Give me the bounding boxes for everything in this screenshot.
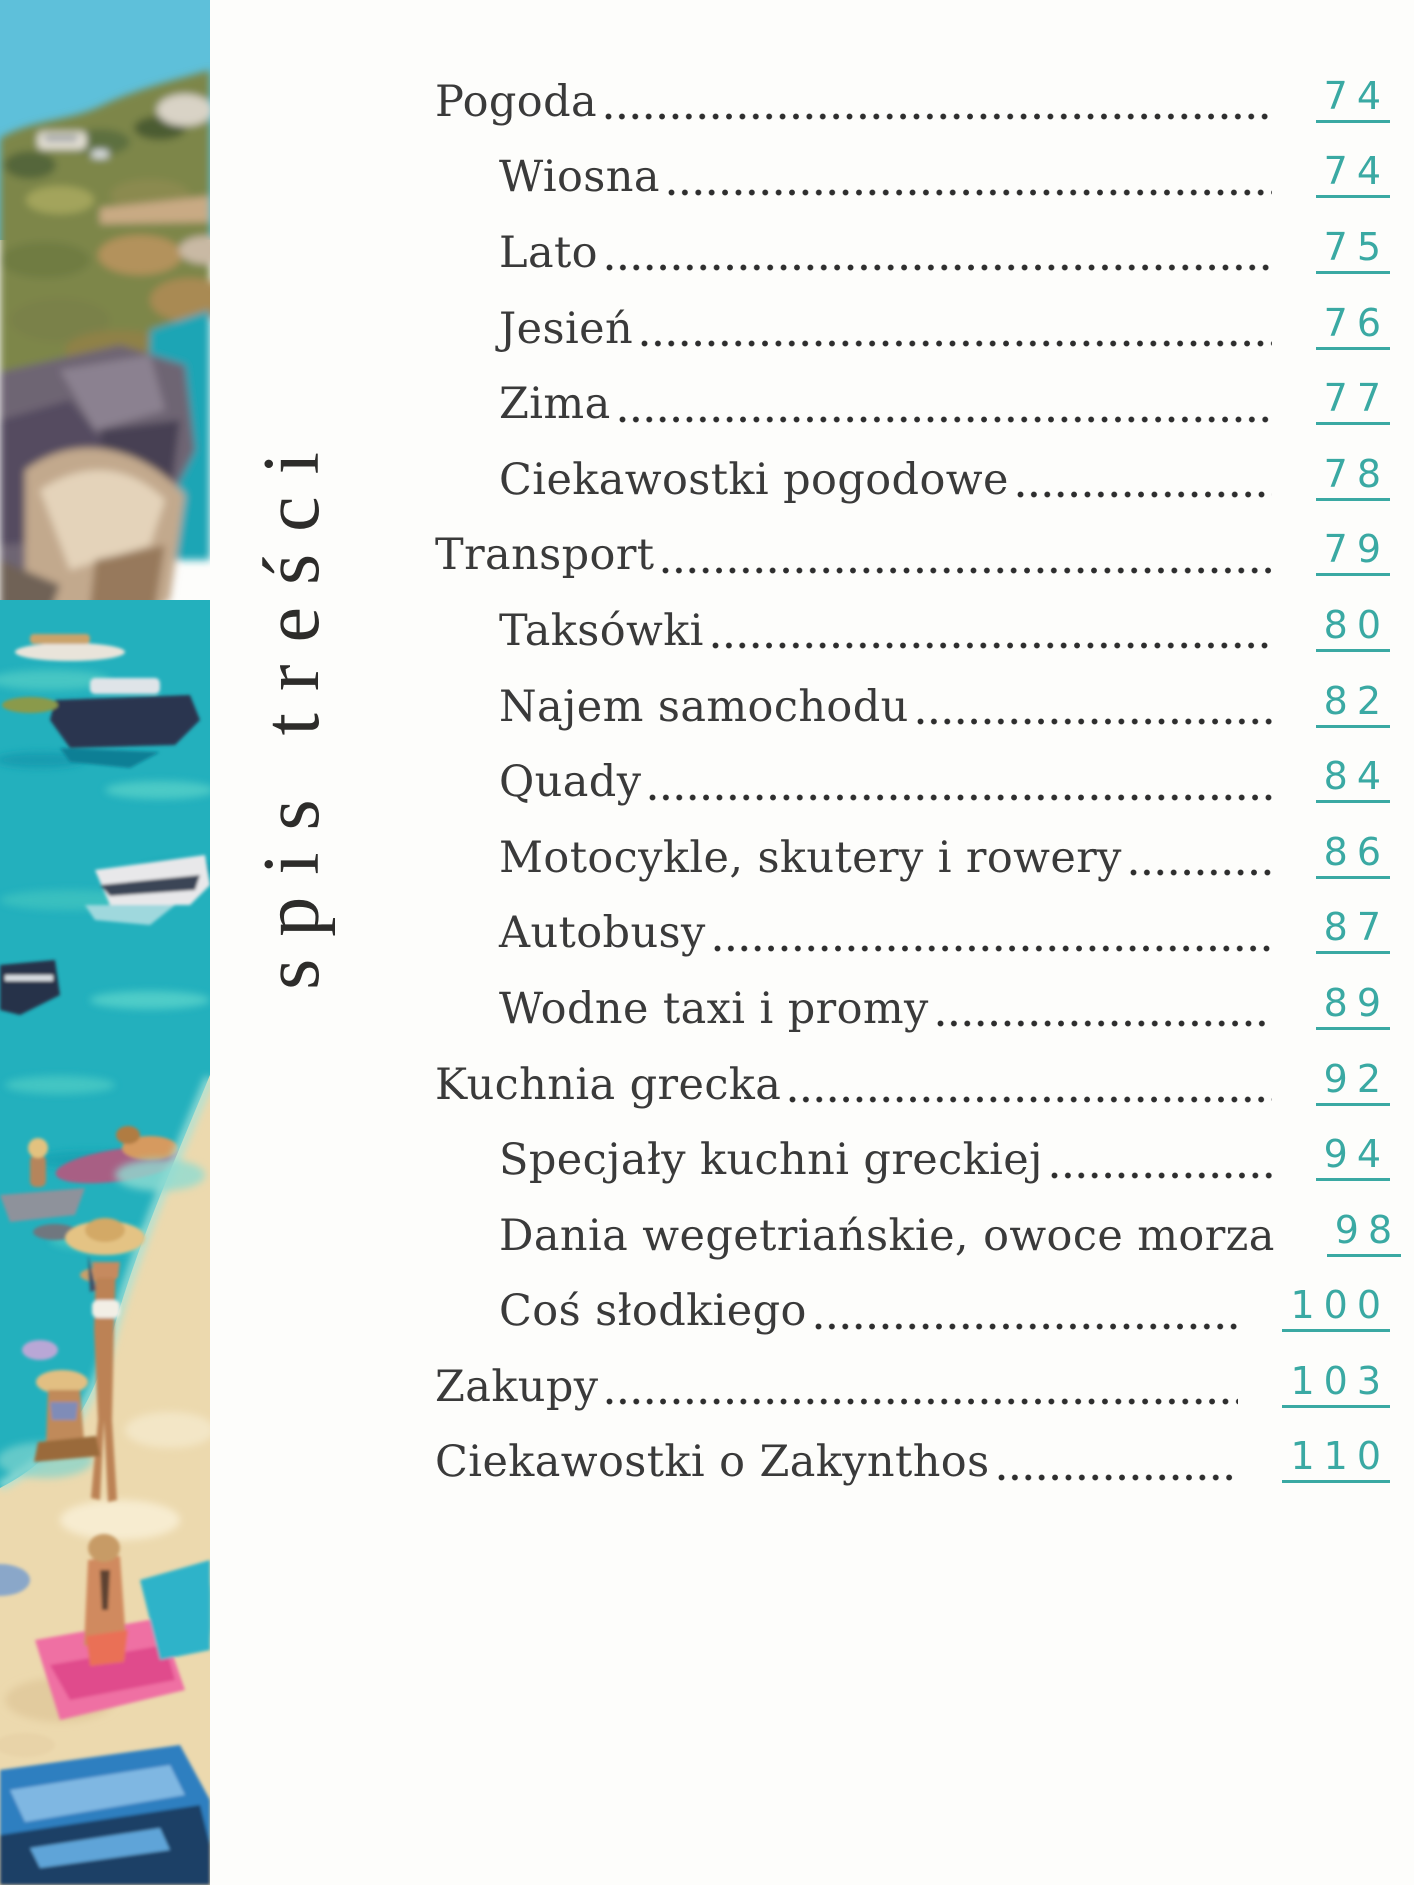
toc-row [435, 1047, 1390, 1123]
toc-row [435, 140, 1390, 216]
dotted-leader [712, 642, 1272, 649]
toc-page-number-link[interactable]: 78 [1316, 455, 1390, 501]
toc-page-number-link[interactable]: 77 [1316, 379, 1390, 425]
toc-entry-label: Jesień [499, 303, 634, 354]
toc-page-number-link[interactable]: 86 [1316, 833, 1390, 879]
dotted-leader [641, 340, 1272, 347]
dotted-leader [1051, 1172, 1272, 1179]
toc-entry-label: Dania wegetriańskie, owoce morza [499, 1210, 1275, 1261]
toc-entry-label: Zakupy [435, 1361, 599, 1412]
toc-entry-label: Kuchnia grecka [435, 1059, 782, 1110]
toc-entry-label: Wodne taxi i promy [499, 983, 929, 1034]
toc-page-number-link[interactable]: 80 [1316, 606, 1390, 652]
toc-entry-label: Motocykle, skutery i rowery [499, 832, 1122, 883]
dotted-leader [714, 945, 1272, 952]
toc-page-number-link[interactable]: 74 [1316, 77, 1390, 123]
toc-page-number-link[interactable]: 89 [1316, 984, 1390, 1030]
dotted-leader [668, 189, 1272, 196]
toc-row [435, 820, 1390, 896]
toc-entry-label: Wiosna [499, 152, 660, 203]
toc-row [435, 744, 1390, 820]
toc-row [435, 518, 1390, 594]
toc-entry-label: Lato [499, 227, 598, 278]
toc-row [435, 366, 1390, 442]
dotted-leader [789, 1096, 1271, 1103]
toc-page-number-link[interactable]: 94 [1316, 1135, 1390, 1181]
toc-page-number-link[interactable]: 100 [1282, 1286, 1390, 1332]
toc-page-number-link[interactable]: 84 [1316, 757, 1390, 803]
toc-row [435, 1425, 1390, 1501]
toc-entry-label: Specjały kuchni greckiej [499, 1135, 1043, 1186]
toc-row [435, 1122, 1390, 1198]
beach-cover-art [0, 0, 210, 1885]
dotted-leader [937, 1020, 1272, 1027]
dotted-leader [815, 1323, 1239, 1330]
toc-entry-label: Quady [499, 757, 642, 808]
toc-page-number-link[interactable]: 87 [1316, 908, 1390, 954]
toc-row [435, 291, 1390, 367]
toc-list [435, 64, 1402, 1500]
toc-entry-label: Ciekawostki o Zakynthos [435, 1437, 990, 1488]
toc-page-number-link[interactable]: 82 [1316, 682, 1390, 728]
toc-row [435, 64, 1390, 140]
toc-row [435, 669, 1390, 745]
dotted-leader [606, 1398, 1238, 1405]
toc-row [435, 1198, 1402, 1274]
toc-row [435, 896, 1390, 972]
toc-entry-label: Coś słodkiego [499, 1286, 807, 1337]
toc-row [435, 442, 1390, 518]
toc-page-number-link[interactable]: 103 [1282, 1362, 1390, 1408]
toc-entry-label: Zima [499, 379, 611, 430]
dotted-leader [917, 718, 1272, 725]
toc-entry-label: Pogoda [435, 76, 598, 127]
toc-page-number-link[interactable]: 98 [1327, 1211, 1401, 1257]
toc-page-number-link[interactable]: 74 [1316, 152, 1390, 198]
dotted-leader [649, 794, 1271, 801]
toc-page-number-link[interactable]: 76 [1316, 304, 1390, 350]
dotted-leader [1017, 491, 1272, 498]
toc-page-number-link[interactable]: 110 [1282, 1437, 1390, 1483]
dotted-leader [998, 1474, 1239, 1481]
dotted-leader [606, 264, 1272, 271]
dotted-leader [605, 113, 1272, 120]
toc-entry-label: Taksówki [499, 605, 704, 656]
toc-row [435, 1274, 1390, 1350]
toc-entry-label: Transport [435, 530, 655, 581]
vertical-page-title: spis treści [248, 430, 336, 990]
dotted-leader [1130, 869, 1272, 876]
toc-entry-label: Ciekawostki pogodowe [499, 454, 1009, 505]
toc-entry-label: Autobusy [499, 908, 706, 959]
toc-row [435, 971, 1390, 1047]
toc-row [435, 215, 1390, 291]
toc-page-number-link[interactable]: 75 [1316, 228, 1390, 274]
toc-page-number-link[interactable]: 92 [1316, 1060, 1390, 1106]
toc-entry-label: Najem samochodu [499, 681, 909, 732]
toc-row [435, 1349, 1390, 1425]
dotted-leader [662, 567, 1271, 574]
toc-page-number-link[interactable]: 79 [1316, 530, 1390, 576]
dotted-leader [619, 416, 1272, 423]
toc-row [435, 593, 1390, 669]
